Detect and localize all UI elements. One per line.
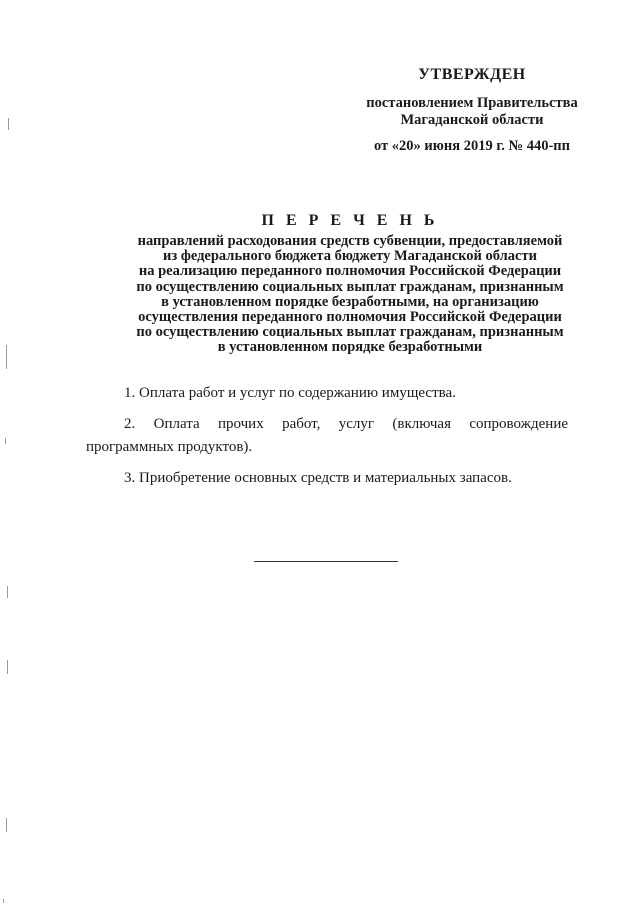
end-divider — [254, 561, 398, 562]
subtitle-line: по осуществлению социальных выплат гражданам, признанным — [136, 324, 564, 341]
subtitle-line: осуществления переданного полномочия Российской Федерации — [138, 309, 562, 326]
list-item-line: 2. Оплата прочих работ, услуг (включая сопровождение — [124, 416, 568, 432]
subtitle-line: по осуществлению социальных выплат гражданам, признанным — [136, 278, 564, 295]
approval-line-region: Магаданской области — [400, 112, 544, 128]
scan-mark — [5, 438, 6, 444]
approval-line-resolution: постановлением Правительства — [366, 95, 578, 111]
document-title: П Е Р Е Ч Е Н Ь — [261, 212, 439, 229]
approval-line-date-number: от «20» июня 2019 г. № 440-пп — [374, 138, 570, 154]
scan-mark — [3, 899, 4, 903]
approval-block — [300, 66, 600, 155]
approved-heading: УТВЕРЖДЕН — [418, 66, 526, 83]
scan-mark — [6, 345, 7, 369]
scan-mark — [8, 118, 9, 130]
scan-mark — [7, 586, 8, 598]
scan-mark — [6, 818, 7, 832]
list-item: 3. Приобретение основных средств и материальных запасов. — [124, 470, 512, 486]
subtitle-line: направлений расходования средств субвенции, предоставляемой — [137, 233, 563, 249]
list-item — [86, 413, 568, 459]
subtitle-line: из федерального бюджета бюджету Магаданской области — [163, 248, 537, 265]
subtitle-line: в установленном порядке безработными, на организацию — [161, 293, 539, 310]
list-item-line: программных продуктов). — [86, 439, 253, 455]
scan-mark — [7, 660, 8, 674]
title-block — [60, 212, 640, 356]
subtitle-line: в установленном порядке безработными — [217, 339, 483, 356]
list-item: 1. Оплата работ и услуг по содержанию имущества. — [124, 385, 456, 401]
subtitle-line: на реализацию переданного полномочия Российской Федерации — [138, 263, 562, 280]
expense-directions-list — [86, 382, 568, 498]
